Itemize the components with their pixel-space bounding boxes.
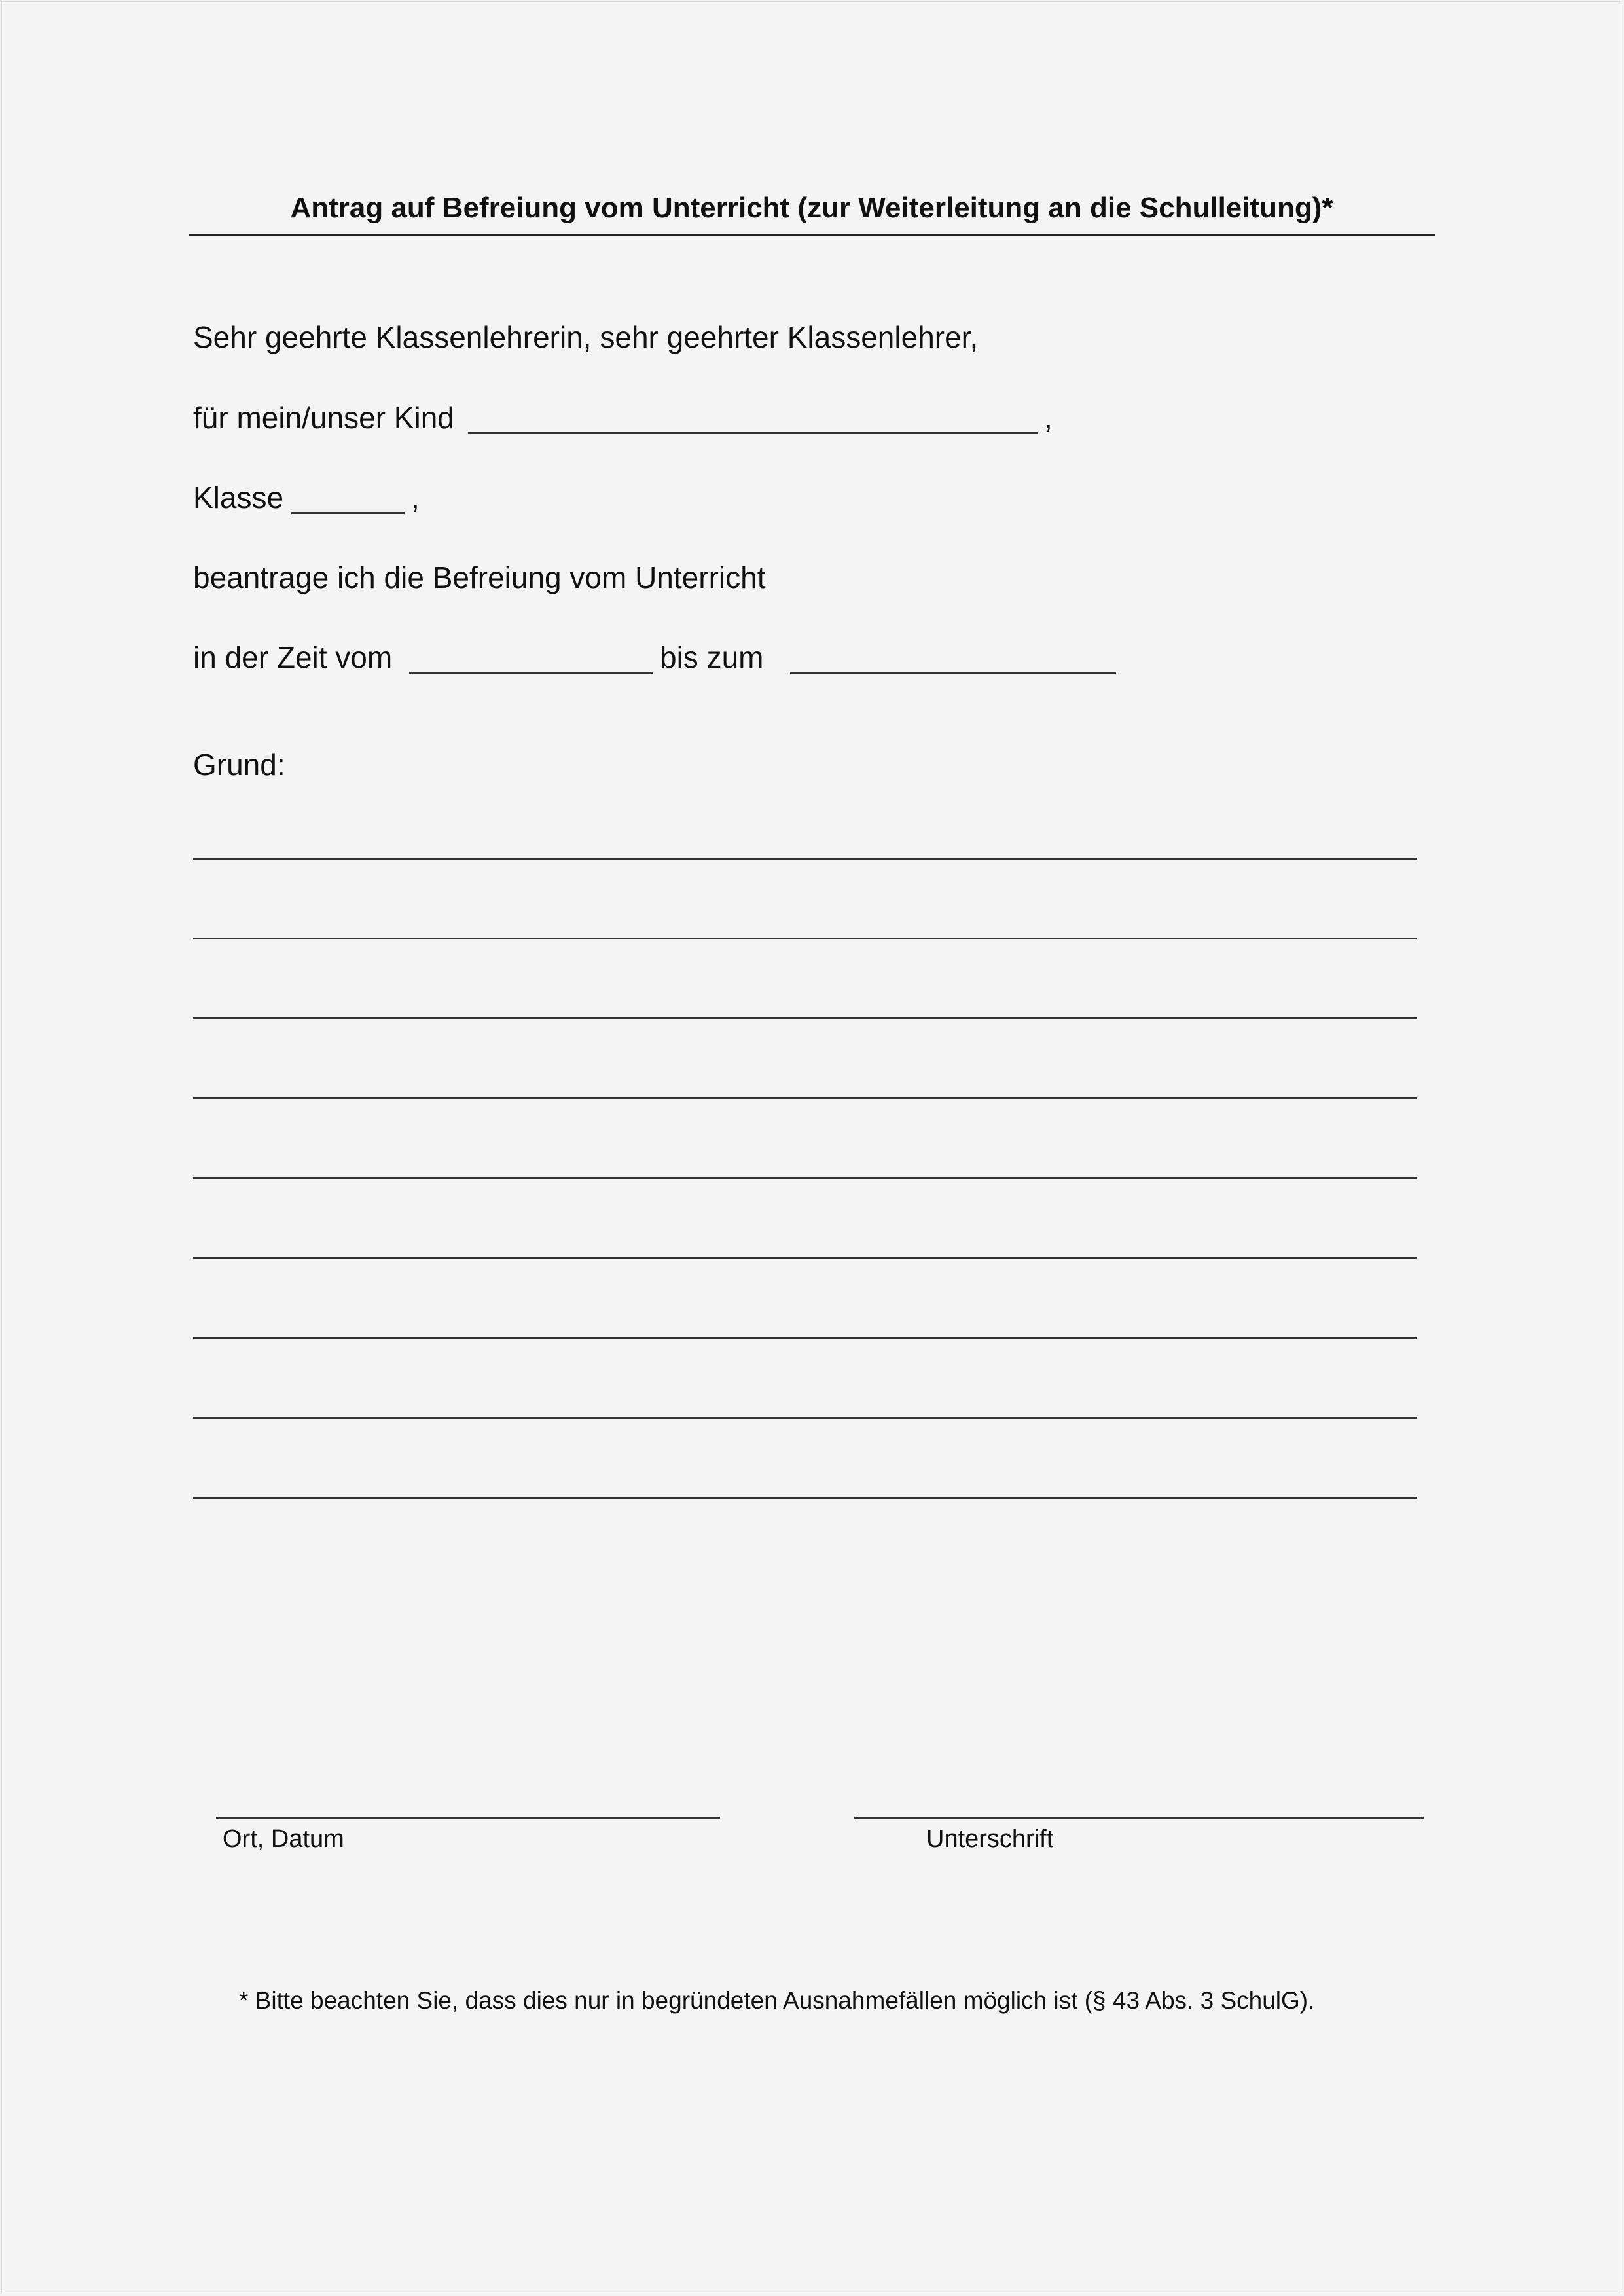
- reason-line[interactable]: [193, 1337, 1417, 1339]
- class-comma: ,: [411, 481, 420, 515]
- class-field[interactable]: [291, 512, 405, 514]
- period-to-label: bis zum: [660, 640, 764, 674]
- signature-field[interactable]: [854, 1817, 1424, 1819]
- title-underline: [189, 234, 1435, 236]
- document-title: Antrag auf Befreiung vom Unterricht (zur Weiterleitung an die Schulleitung)*: [290, 192, 1333, 224]
- reason-line[interactable]: [193, 1017, 1417, 1019]
- child-name-field[interactable]: [468, 432, 1038, 434]
- reason-line[interactable]: [193, 1177, 1417, 1179]
- footnote: * Bitte beachten Sie, dass dies nur in begründeten Ausnahmefällen möglich ist (§ 43 Abs. 3 SchulG).: [239, 1987, 1315, 2014]
- child-label: für mein/unser Kind: [193, 401, 454, 435]
- reason-line[interactable]: [193, 938, 1417, 939]
- place-date-label: Ort, Datum: [223, 1825, 344, 1853]
- request-text: beantrage ich die Befreiung vom Unterricht: [193, 560, 766, 594]
- period-from-field[interactable]: [409, 672, 653, 674]
- child-comma: ,: [1044, 401, 1053, 435]
- salutation: Sehr geehrte Klassenlehrerin, sehr geehrter Klassenlehrer,: [193, 320, 979, 354]
- reason-line[interactable]: [193, 1257, 1417, 1259]
- reason-line[interactable]: [193, 1497, 1417, 1499]
- period-to-field[interactable]: [790, 672, 1116, 674]
- place-date-field[interactable]: [216, 1817, 720, 1819]
- period-from-label: in der Zeit vom: [193, 640, 393, 674]
- reason-line[interactable]: [193, 858, 1417, 860]
- reason-line[interactable]: [193, 1097, 1417, 1099]
- reason-line[interactable]: [193, 1417, 1417, 1419]
- signature-label: Unterschrift: [926, 1825, 1054, 1853]
- class-label: Klasse: [193, 481, 284, 515]
- reason-label: Grund:: [193, 748, 285, 782]
